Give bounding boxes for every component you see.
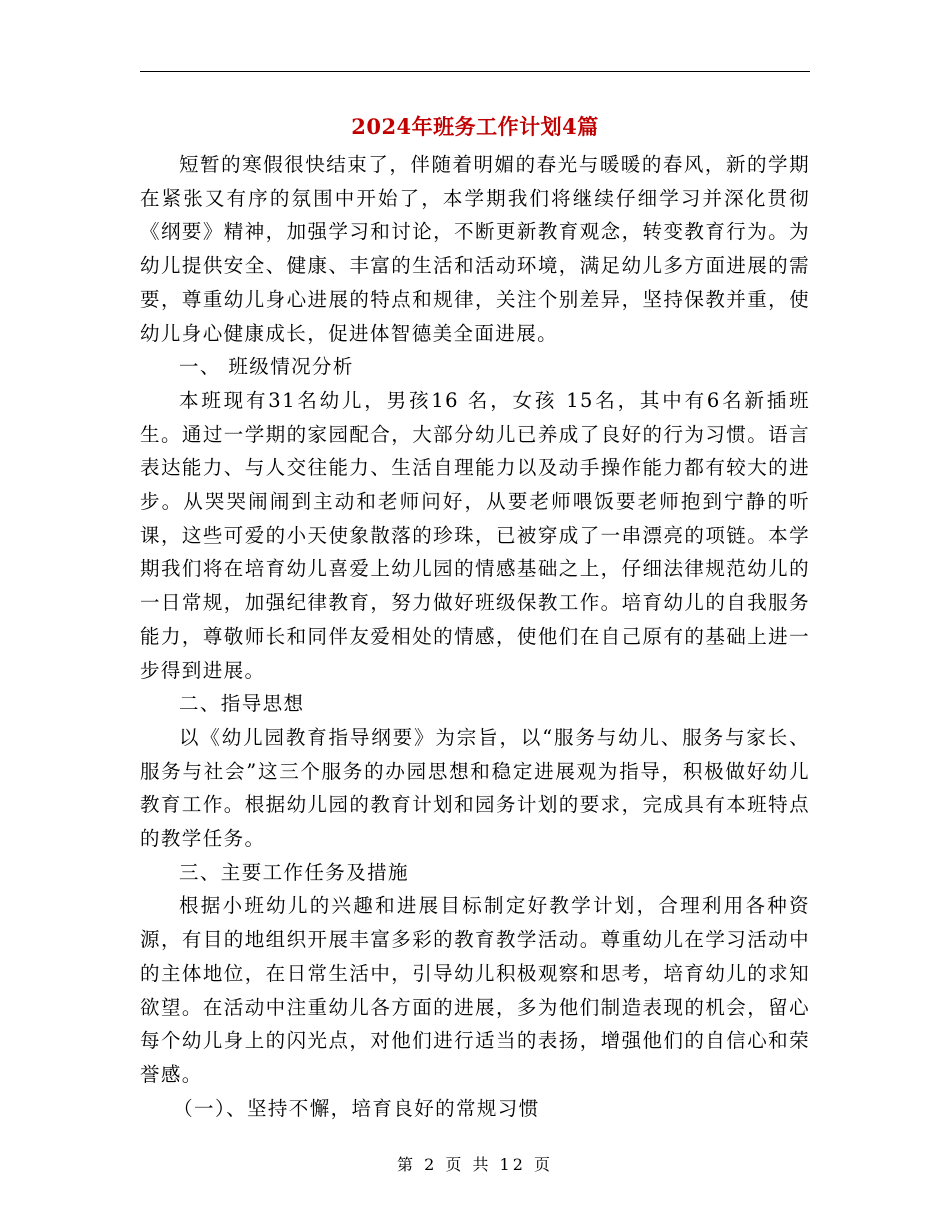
page-number: 第 2 页 共 12 页 (397, 1155, 553, 1174)
tasks-paragraph: 根据小班幼儿的兴趣和进展目标制定好教学计划，合理利用各种资源，有目的地组织开展丰富多彩的教育教学活动。尊重幼儿在学习活动中的主体地位，在日常生活中，引导幼儿积极观察和思考，培育幼儿的求知欲望。在活动中注重幼儿各方面的进展，多为他们制造表现的机会，留心每个幼儿身上的闪光点，对他们进行适当的表扬，增强他们的自信心和荣誉感。 (140, 894, 810, 1086)
intro-paragraph: 短暂的寒假很快结束了，伴随着明媚的春光与暖暖的春风，新的学期在紧张又有序的氛围中开始了，本学期我们将继续仔细学习并深化贯彻《纲要》精神，加强学习和讨论，不断更新教育观念，转变教育行为。为幼儿提供安全、健康、丰富的生活和活动环境，满足幼儿多方面进展的需要，尊重幼儿身心进展的特点和规律，关注个别差异，坚持保教并重，使幼儿身心健康成长，促进体智德美全面进展。 (140, 153, 810, 345)
document-body (140, 148, 810, 1125)
document-title: 2024年班务工作计划4篇 (351, 114, 599, 139)
section-heading-guiding-thought: 二、指导思想 (179, 692, 305, 716)
section-heading-tasks: 三、主要工作任务及措施 (179, 860, 409, 884)
section-heading-class-analysis: 一、 班级情况分析 (179, 355, 354, 379)
guiding-thought-paragraph: 以《幼儿园教育指导纲要》为宗旨，以“服务与幼儿、服务与家长、服务与社会”这三个服务的办园思想和稳定进展观为指导，积极做好幼儿教育工作。根据幼儿园的教育计划和园务计划的要求，完成具有本班特点的教学任务。 (140, 725, 810, 851)
class-analysis-paragraph: 本班现有31名幼儿，男孩16 名，女孩 15名，其中有6名新插班生。通过一学期的家园配合，大部分幼儿已养成了良好的行为习惯。语言表达能力、与人交往能力、生活自理能力以及动手操作能力都有较大的进步。从哭哭闹闹到主动和老师问好，从要老师喂饭要老师抱到宁静的听课，这些可爱的小天使象散落的珍珠，已被穿成了一串漂亮的项链。本学期我们将在培育幼儿喜爱上幼儿园的情感基础之上，仔细法律规范幼儿的一日常规，加强纪律教育，努力做好班级保教工作。培育幼儿的自我服务能力，尊敬师长和同伴友爱相处的情感，使他们在自己原有的基础上进一步得到进展。 (140, 388, 810, 682)
header-rule (140, 71, 810, 72)
subsection-heading-routine: （一）、坚持不懈，培育良好的常规习惯 (173, 1096, 540, 1120)
